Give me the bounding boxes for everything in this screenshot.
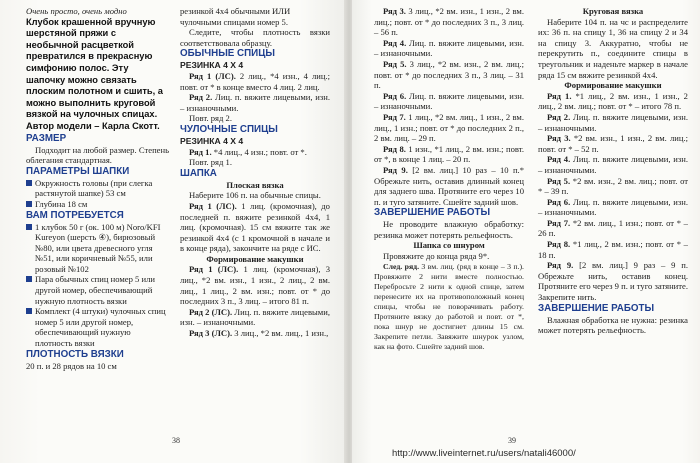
param-item — [26, 178, 169, 199]
needs-text: Комплект (4 штуки) чулочных спиц номер 5 или другой номер, обеспечивающий нужную плотность вязки — [35, 306, 166, 349]
param-text: Глубина 18 см — [35, 198, 88, 209]
right-page — [352, 0, 700, 463]
crown-subheading-right: Формирование макушки — [564, 80, 662, 91]
flat-knit-text: Наберите 106 п. на обычные спицы. — [189, 190, 321, 201]
needs-item — [26, 306, 169, 348]
size-text: Подходит на любой размер. Степень облегания стандартная. — [26, 144, 169, 166]
finish-heading-2: ЗАВЕРШЕНИЕ РАБОТЫ — [538, 302, 655, 314]
hat-row-1: Ряд 1 (ЛС). 1 лиц. (кромочная), до последней п. вяжите резинкой 4х4, 1 лиц. (кромочная). 15 см вяжите так же резинкой 4х4 (с 1 кромочной в начале и в конце ряда), закончите на ряде с ИС. — [180, 200, 330, 254]
needs-text: 1 клубок 50 г (ок. 100 м) Noro/KFI Kureyon (шерсть ④), бирюзовый №80, или цвета древесного угля №51, или коричневый №55, или розовый №102 — [35, 221, 161, 274]
circ-repeat: Повт. ряд 1. — [189, 157, 232, 168]
flat-knit-subheading: Плоская вязка — [226, 179, 284, 190]
circular-needles-heading: ЧУЛОЧНЫЕ СПИЦЫ — [180, 123, 278, 135]
row-8: Ряд 8. 1 изн., *1 лиц., 2 вм. изн.; повт. от *, в конце 1 лиц. – 20 п. — [374, 143, 524, 165]
bullet-square-icon — [26, 308, 32, 314]
bullet-square-icon — [26, 180, 32, 186]
crown-row: Ряд 9. [2 вм. лиц.] 9 раз – 9 п. Обрежьте нить, оставив конец. Протяните его через 9 п. и туго затяните. Закрепите нить. — [538, 260, 688, 303]
crown-row-1: Ряд 1 (ЛС). 1 лиц. (кромочная), 3 лиц., *2 вм. изн., 1 изн., 2 лиц., 2 вм. лиц., 1 лиц., 2 вм. изн.; повт. от * до последних 3 п., 3 лиц. – итого 81 п. — [180, 264, 330, 307]
needs-item — [26, 274, 169, 306]
flat-needles-heading: ОБЫЧНЫЕ СПИЦЫ — [180, 48, 275, 60]
intro-text: Клубок крашенной вручную шерстяной пряжи с необычной расцветкой превратился в прекрасную симфонию полос. Эту шапочку можно связать плоским полотном и сшить, а можно выполнить круговой вязкой на чулочных спицах. Автор модели – Карла Скотт. — [26, 16, 163, 131]
crown-row: Ряд 3. *2 вм. изн., 1 изн., 2 вм. лиц.; повт. от * – 52 п. — [538, 133, 688, 154]
param-item — [26, 199, 169, 210]
left-page — [0, 0, 346, 463]
crown-row: Ряд 4. Лиц. п. вяжите лицевыми, изн. – изнаночными. — [538, 154, 688, 175]
row-9: Ряд 9. [2 вм. лиц.] 10 раз – 10 п.* Обрежьте нить, оставив длинный конец для заднего шва. Протяните его через 10 п. и туго затяните. Сшейте задний шов. — [374, 164, 524, 207]
cord-subheading: Шапка со шнуром — [413, 240, 485, 251]
size-heading: РАЗМЕР — [26, 132, 67, 144]
param-text: Окружность головы (при слегка растянутой шапке) 53 см — [35, 177, 153, 199]
circ-row-1: Ряд 1. *4 лиц., 4 изн.; повт. от *. — [189, 146, 307, 157]
crown-row-3: Ряд 3 (ЛС). 3 лиц., *2 вм. лиц., 1 изн., — [189, 328, 329, 339]
needs-item — [26, 222, 169, 275]
page-number-left: 38 — [172, 436, 180, 445]
cord-text-1: Провяжите до конца ряда 9*. — [383, 251, 490, 262]
gauge-text: 20 п. и 28 рядов на 10 см — [26, 360, 117, 371]
gauge-heading: ПЛОТНОСТЬ ВЯЗКИ — [26, 348, 124, 360]
circular-subheading: Круговая вязка — [582, 6, 644, 16]
crown-row: Ряд 8. *1 лиц., 2 вм. изн.; повт. от * – 18 п. — [538, 239, 688, 260]
row-4: Ряд 4. Лиц. п. вяжите лицевыми, изн. – изнаночными. — [374, 37, 524, 59]
gauge-note: Следите, чтобы плотность вязки соответствовала образцу. — [180, 27, 330, 48]
circular-text: Наберите 104 п. на чс и распределите их: 36 п. на спицу 1, 36 на спицу 2 и 34 на спицу 3. Аккуратно, чтобы не перекрутить п., соедините спицы в треугольник и наденьте маркер в начале ряда 15 см вяжите резинкой 4х4. — [538, 16, 688, 80]
hat-heading: ШАПКА — [180, 167, 217, 179]
tagline: Очень просто, очень модно — [26, 6, 127, 16]
flat-repeat: Повт. ряд 2. — [189, 113, 232, 124]
crown-row-2: Ряд 2 (ЛС). Лиц. п. вяжите лицевыми, изн. – изнаночными. — [180, 306, 330, 328]
bullet-square-icon — [26, 224, 32, 230]
left-column-1 — [26, 6, 169, 371]
finish-text-2: Влажная обработка не нужна: резинка может потерять рельефность. — [538, 314, 688, 336]
needs-text: Пара обычных спиц номер 5 или другой номер, обеспечивающий нужную плотность вязки — [35, 274, 155, 306]
right-column-1 — [374, 6, 524, 352]
row-6: Ряд 6. Лиц. п. вяжите лицевыми, изн. – изнаночными. — [374, 90, 524, 112]
gauge-continuation: резинкой 4х4 обычными ИЛИ чулочными спицами номер 5. — [180, 6, 291, 27]
row-3: Ряд 3. 3 лиц., *2 вм. изн., 1 изн., 2 вм. лиц.; повт. от * до последних 3 п., 3 лиц. – 56 п. — [374, 6, 524, 38]
rib-subheading: РЕЗИНКА 4 Х 4 — [180, 60, 244, 71]
params-heading: ПАРАМЕТРЫ ШАПКИ — [26, 165, 130, 177]
needs-heading: ВАМ ПОТРЕБУЕТСЯ — [26, 209, 124, 221]
flat-row-1: Ряд 1 (ЛС). 2 лиц., *4 изн., 4 лиц.; повт. от * в конце вместо 4 лиц. 2 лиц. — [180, 70, 330, 92]
crown-row: Ряд 7. *2 вм. лиц., 1 изн.; повт. от * – 26 п. — [538, 217, 688, 239]
bullet-square-icon — [26, 201, 32, 207]
crown-row: Ряд 5. *2 вм. изн., 2 вм. лиц.; повт. от * – 39 п. — [538, 175, 689, 197]
cord-text-2: След. ряд. 3 вм. лиц. (ряд в конце – 3 п.). Провяжите 2 нити вместе полностью. Перебросьте 2 нити к одной спице, затем перенесите их на противоположный конец спицы, чтобы не поворачивать работу. Протяните вязку до работой и повт. от *, пока шнур не достигнет длины 15 см. Закрепите петли. Завяжите шнурок узлом, как на фото. Сшейте задний шов. — [374, 261, 525, 351]
watermark-url: http://www.liveinternet.ru/users/natali46000/ — [392, 448, 576, 459]
flat-row-2: Ряд 2. Лиц. п. вяжите лицевыми, изн. – изнаночными. — [180, 92, 330, 113]
finish-text: Не проводите влажную обработку: резинка может потерять рельефность. — [374, 219, 524, 240]
left-column-2 — [180, 6, 330, 339]
row-7: Ряд 7. 1 лиц., *2 вм. лиц., 1 изн., 2 вм. лиц., 1 изн.; повт. от * до последних 2 п., 2 вм. лиц. – 29 п. — [374, 111, 524, 144]
crown-row: Ряд 6. Лиц. п. вяжите лицевыми, изн. – изнаночными. — [538, 196, 688, 218]
row-5: Ряд 5. 3 лиц., *2 вм. изн., 2 вм. лиц.; повт. от * до последних 3 п., 3 лиц. – 31 п. — [374, 58, 524, 91]
crown-row: Ряд 1. *1 лиц., 2 вм. изн., 1 изн., 2 лиц., 2 вм. лиц.; повт. от * – итого 78 п. — [538, 90, 688, 112]
bullet-square-icon — [26, 276, 32, 282]
crown-subheading: Формирование макушки — [206, 253, 304, 264]
right-column-2 — [538, 6, 688, 336]
rib-subheading: РЕЗИНКА 4 Х 4 — [180, 135, 244, 146]
finish-heading: ЗАВЕРШЕНИЕ РАБОТЫ — [374, 207, 491, 219]
crown-row: Ряд 2. Лиц. п. вяжите лицевыми, изн. – изнаночными. — [538, 111, 688, 133]
page-number-right: 39 — [508, 436, 516, 445]
